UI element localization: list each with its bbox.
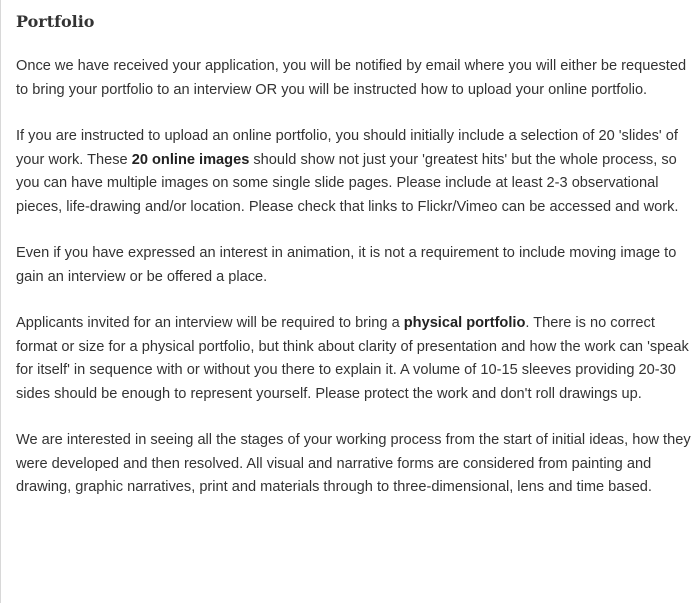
- paragraph-text: Once we have received your application, you will be notified by email where you will either be requested to bring your portfolio to an interview OR you will be instructed how to upload your online portfolio.: [16, 58, 687, 98]
- paragraph-text-before: Applicants invited for an interview will be required to bring a: [16, 315, 404, 331]
- paragraph-working-process: [16, 429, 691, 500]
- paragraph-text-after: should show not just your 'greatest hits' but the whole process, so you can have multiple images on some single slide pages. Please include at least 2-3 observational pieces, life-drawing and/or location. Please check that links to Flickr/Vimeo can be accessed and work.: [16, 151, 679, 215]
- paragraph-text-after: . There is no correct format or size for a physical portfolio, but think about clarity of presentation and how the work can 'speak for itself' in sequence with or without you there to explain it. A volume of 10-15 sleeves providing 20-30 sides should be enough to represent yourself. Please protect the work and don't roll drawings up.: [16, 315, 689, 402]
- emphasis-physical-portfolio: physical portfolio: [403, 315, 526, 331]
- paragraph-notification: [16, 55, 691, 102]
- paragraph-text: We are interested in seeing all the stages of your working process from the start of initial ideas, how they were developed and then resolved. All visual and narrative forms are considered from painting and drawing, graphic narratives, print and materials through to three-dimensional, lens and time based.: [16, 432, 691, 495]
- emphasis-online-images: 20 online images: [131, 151, 250, 168]
- paragraph-online-portfolio: [16, 125, 691, 219]
- paragraph-physical-portfolio: [16, 312, 691, 406]
- paragraph-text: Even if you have expressed an interest in animation, it is not a requirement to include moving image to gain an interview or be offered a place.: [16, 245, 677, 285]
- paragraph-animation: [16, 242, 691, 289]
- paragraph-text-before: If you are instructed to upload an online portfolio, you should initially include a selection of 20 'slides' of your work. These: [16, 128, 678, 168]
- section-title: Portfolio: [16, 12, 95, 31]
